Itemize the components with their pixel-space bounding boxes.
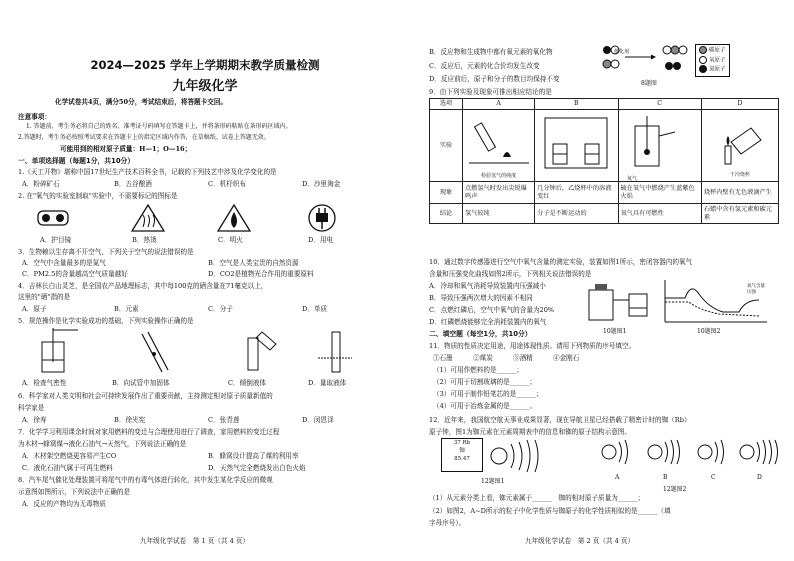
q9-conclusion-d: 石蜡中含有氢元素和碳元素: [701, 204, 778, 224]
q9-header-option: 选项: [430, 99, 463, 110]
q9-conclusion-row: [430, 204, 779, 224]
q4-option-b: B．元素: [114, 305, 139, 313]
particle-a: [602, 440, 628, 464]
q11-sub-2: （2）可用于切割玻璃的是______；: [433, 378, 537, 386]
q2-option-c: C．明火: [218, 236, 243, 244]
q9-header-row: [430, 99, 779, 110]
q10-option-d: D．红磷燃烧能够完全消耗装置内的氧气: [429, 318, 547, 326]
q9-phenomenon-d: 烧杯内壁有无色液滴产生: [701, 182, 778, 204]
q12-figure-2-particles: [597, 436, 787, 472]
q9-experiment-b: [535, 110, 618, 182]
q10-legend-pressure: 压强: [747, 290, 756, 295]
q7-stem-2: 为木材→蜂窝煤→液化石油气→天然气，下列说法正确的是: [18, 440, 187, 448]
q7-option-c: C．液化石油气属于可再生燃料: [22, 464, 113, 472]
q11-option-1: ①石墨: [433, 354, 453, 362]
q11-option-3: ③酒精: [513, 354, 533, 362]
sulfur-burning-drawing: [625, 116, 695, 172]
legend-nitrogen: 氮原子: [699, 65, 726, 75]
q4-option-c: C．分子: [208, 305, 233, 313]
legend-carbon: 碳原子: [699, 46, 726, 56]
atomic-number: 37: [453, 440, 461, 446]
q9-phenomenon-c: 硫在氧气中燃烧产生蓝紫色火焰: [618, 182, 701, 204]
q9-row-label-conclusion: 结论: [430, 204, 463, 224]
q12-letter-d: D: [757, 474, 762, 481]
q2-stem: 2. 在"氧气的实验室制取"实验中，不需要标记的图标是: [18, 192, 178, 200]
q2-option-a: A．护目镜: [40, 236, 72, 244]
q2-safety-icons: [30, 203, 390, 233]
q4-option-a: A．原子: [22, 305, 47, 313]
q1-option-a: A．粉碎矿石: [22, 180, 60, 188]
q9-header-a: A: [463, 99, 535, 110]
q9-conclusion-a: 氢气较纯: [463, 204, 535, 224]
footer-page-2: 九年级化学试卷 第 2 页（共 4 页）: [525, 537, 635, 545]
notes-title: 注意事项：: [18, 113, 51, 121]
q10-legend-oxygen: 氧气含量: [747, 284, 765, 289]
q5-option-a: A．检查气密性: [22, 379, 67, 387]
q4-option-d: D．单质: [302, 305, 328, 313]
open-flame-icon: [218, 205, 250, 231]
q2-option-b: B．热烫: [132, 236, 157, 244]
q7-option-a: A．木材架空燃烧更容易产生CO: [22, 452, 117, 460]
q12-sub-1: （1）从元素分类上看，铷元素属于______ 铷的相对原子质量为______；: [429, 494, 645, 502]
q2-option-d: D．用电: [308, 236, 334, 244]
q9-header-c: C: [618, 99, 701, 110]
q10-caption-1: 10题图1: [603, 328, 627, 335]
q9-phenomenon-row: [430, 182, 779, 204]
q5-option-d: D．量取液体: [308, 379, 347, 387]
measure-liquid-drawing: [318, 332, 352, 372]
q12-sub-2b: 字母序号）。: [429, 519, 466, 527]
q11-option-4: ④金刚石: [553, 354, 580, 362]
q10-figure-1-apparatus: [585, 280, 655, 326]
airtightness-check-drawing: [42, 328, 78, 372]
q8-option-b: B．反应物和生成物中都有氧元素的氧化物: [429, 48, 553, 56]
q8-option-a: A．反应的产物均为无毒物质: [22, 500, 106, 508]
q9-phenomenon-b: 几分钟后，乙烧杯中的溶液变红: [535, 182, 618, 204]
q7-stem: 7．化学学习利用课余时间对家用燃料的变迁与合理使用进行了调查，家用燃料的变迁过程: [18, 428, 280, 436]
q10-legend: [747, 284, 765, 296]
q8-catalyst-label: 催化剂: [614, 49, 630, 55]
q9-experiment-d-label: 干冷烧杯: [729, 172, 750, 178]
q8-caption: 8题图: [641, 80, 657, 87]
q3-stem: 3．生物赖以生存离不开空气，下列关于空气的说法错误的是: [18, 248, 194, 256]
exam-info: 化学试卷共4页，满分50分，考试结束后，将答题卡交回。: [55, 98, 228, 106]
q1-option-d: D．沙里淘金: [302, 180, 341, 188]
oxygen-atom-icon: [699, 56, 707, 64]
q9-header-b: B: [535, 99, 618, 110]
q6-stem: 6．科学家对人类文明和社会可持续发展作出了重要贡献，主持测定相对原子质量新值的: [18, 392, 273, 400]
element-symbol: Rb: [462, 440, 471, 446]
candle-burning-drawing: [705, 112, 775, 168]
q10-option-c: C．点燃红磷后，空气中氧气的含量为20%: [429, 306, 555, 314]
particle-b: [648, 440, 680, 464]
q12-letter-b: B: [663, 474, 668, 481]
q8-option-d: D．反应前后，原子和分子的数目均保持不变: [429, 75, 560, 83]
q12-stem-2: 原子钟，图1为铷元素在元素周期表中的信息和铷的原子结构示意图。: [429, 428, 632, 436]
q9-stem: 9．由下列实验及现象可推出相应结论的是: [429, 88, 552, 96]
q5-stem: 5．规范操作是化学实验成功的基础，下列实验操作正确的是: [18, 317, 194, 325]
q8-option-c: C．反应后，元素的化合价均发生改变: [429, 62, 540, 70]
q11-option-2: ②煤炭: [473, 354, 493, 362]
q8-stem: 8．汽车尾气催化处理装置可将尾气中的有毒气体进行转化，其中发生某化学反应的微观: [18, 476, 273, 484]
q6-option-c: C．张青莲: [208, 416, 240, 424]
q7-option-b: B．蜂窝设计提高了煤的利用率: [208, 452, 299, 460]
q11-stem: 11．物质的性质决定用途，用途体现性质。请用下列物质的序号填空。: [429, 342, 636, 350]
q9-header-d: D: [701, 99, 778, 110]
q9-conclusion-c: 氧气具有可燃性: [618, 204, 701, 224]
q12-stem: 12．近年来，我国航空航天事业成果显著，现在导航卫星已经搭载了精密计时的铷（Rb）: [429, 416, 691, 424]
q3-option-d: D．CO2是植物光合作用的重要原料: [208, 270, 314, 278]
pour-liquid-drawing: [248, 332, 276, 370]
hydrogen-purity-test-drawing: [469, 117, 529, 169]
q7-option-d: D．天然气完全燃烧发出白色火焰: [208, 464, 306, 472]
element-name: 铷: [459, 448, 465, 454]
q11-sub-1: （1）可用作燃料的是______；: [433, 366, 523, 374]
nitrogen-atom-icon: [699, 65, 707, 73]
q12-letter-c: C: [711, 474, 716, 481]
electricity-icon: [309, 205, 335, 231]
q9-phenomenon-a: 点燃氢气时发出尖锐爆鸣声: [463, 182, 535, 204]
q6-option-b: B．徐光宪: [114, 416, 146, 424]
q11-sub-4: （4）可用于冶炼金属的是______。: [433, 402, 537, 410]
q10-stem-2: 含量和压强变化曲线如图2所示，下列相关说法错误的是: [429, 270, 592, 278]
q3-option-a: A．空气中含量最多的是氮气: [22, 259, 106, 267]
q12-caption-1: 12题图1: [481, 478, 505, 485]
atomic-mass-note: 可能用到的相对原子质量：H—1；O—16；: [60, 145, 192, 153]
q9-oxygen-label: 氧气: [627, 176, 638, 182]
q4-stem: 4．吉林长白山灵芝，是全国农产品地理标志，其中每100克的硒含量在71毫克以上，: [18, 282, 268, 290]
note-2: 2.答题时，考生务必按照考试要求在答题卡上的指定区域内作答，在草稿纸、试卷上答题无效。: [18, 134, 270, 141]
section-1-title: 一、单项选择题（每题1分，共10分）: [18, 157, 135, 165]
q6-stem-2: 科学家是: [18, 404, 45, 412]
legend-oxygen: 氧原子: [699, 56, 726, 66]
q10-option-b: B．导致压强两次增大的因素不相同: [429, 294, 533, 302]
q9-conclusion-b: 分子是不断运动的: [535, 204, 618, 224]
q10-option-a: A．冷却和氧气消耗导致装置内压强减小: [429, 282, 546, 290]
q9-experiment-a: [463, 110, 535, 182]
note-1: 1. 答题前，考生务必将自己的姓名、准考证号码填写在答题卡上，并将条形码粘贴在条形码区域内。: [26, 123, 292, 130]
q12-sub-2: （2）如图2，A~D所示的粒子中化学性质与铷原子的化学性质相似的是______（填: [429, 507, 671, 515]
q12-caption-2: 12题图2: [663, 486, 687, 493]
section-2-title: 二、填空题（每空1分，共10分）: [429, 330, 532, 338]
q10-stem: 10．通过数字传感器进行空气中氧气含量的测定实验，装置如图1所示，密闭容器内的氧气: [429, 258, 693, 266]
q9-row-label-phenomenon: 现象: [430, 182, 463, 204]
q5-lab-operations-figure: [22, 328, 382, 376]
q1-option-c: C．机杼织布: [208, 180, 247, 188]
particle-c: [698, 440, 724, 464]
q9-experiment-a-label: 检验氢气的纯度: [481, 173, 517, 179]
subject-title: 九年级化学: [172, 79, 238, 94]
q1-option-b: B．五谷酿酒: [114, 180, 152, 188]
q5-option-c: C．倾倒液体: [228, 379, 267, 387]
q9-experiment-row: [430, 110, 779, 182]
page-2: [397, 0, 794, 561]
goggles-icon: [38, 211, 68, 225]
q11-sub-3: （3）可用于制作铅笔芯的是______；: [433, 390, 543, 398]
particle-d: [740, 440, 778, 464]
molecule-diffusion-drawing: [541, 114, 611, 174]
carbon-atom-icon: [699, 46, 707, 54]
q10-caption-2: 10题图2: [697, 328, 721, 335]
q12-letter-a: A: [615, 474, 620, 481]
q6-option-d: D．闵恩泽: [302, 416, 334, 424]
q9-experiment-c: [618, 110, 701, 182]
q6-option-a: A．徐寿: [22, 416, 47, 424]
q3-option-c: C．PM2.5的含量越高空气质量越好: [22, 270, 128, 278]
footer-page-1: 九年级化学试卷 第 1 页（共 4 页）: [140, 537, 250, 545]
q4-stem-2: 这里的"硒"指的是: [18, 293, 71, 301]
q9-experiment-d: [701, 110, 778, 182]
atomic-mass: 85.47: [454, 456, 470, 462]
q1-stem: 1.《天工开物》堪称中国17世纪生产技术百科全书，记载的下列技艺中涉及化学变化的是: [18, 168, 277, 176]
hot-surface-icon: [132, 205, 164, 231]
add-solid-drawing: [142, 332, 168, 372]
exam-title: 2024—2025 学年上学期期末教学质量检测: [90, 58, 320, 72]
q9-row-label-experiment: 实验: [430, 110, 463, 182]
q8-legend: [695, 44, 730, 77]
rubidium-element-card: [441, 438, 483, 472]
q8-molecule-diagram: [597, 40, 697, 76]
q3-option-b: B．空气是人类宝贵的自然资源: [208, 259, 299, 267]
q5-option-b: B．向试管中加固体: [112, 379, 170, 387]
q9-experiment-table: [429, 98, 779, 224]
q8-stem-2: 示意图如图所示，下列说法中正确的是: [18, 488, 131, 496]
rubidium-atom-structure: [487, 436, 547, 476]
